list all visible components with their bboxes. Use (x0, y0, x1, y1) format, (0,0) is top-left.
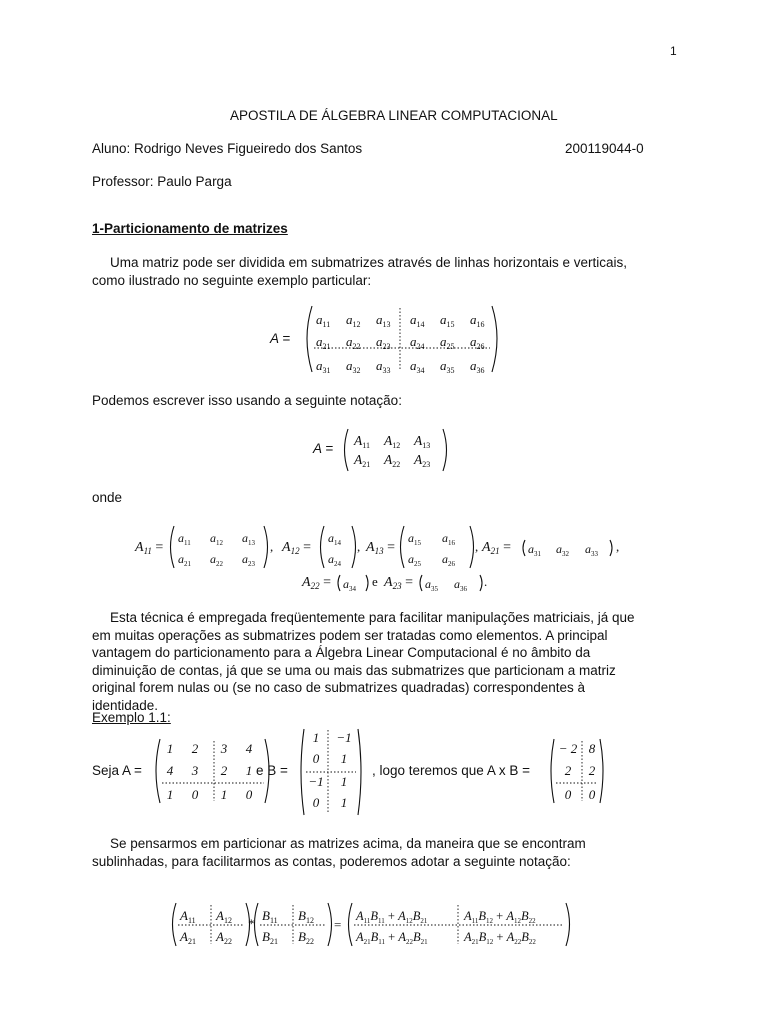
svg-text:A13 =: $A_{13}$ = (366, 540, 395, 556)
matrix-a-entry: $a_{22}$ (346, 334, 361, 351)
svg-text:B21: $B_{21}$ (262, 929, 278, 946)
svg-text:A21: $A_{21}$ (180, 929, 196, 946)
svg-text:a15: $a_{15}$ (408, 531, 421, 547)
block-matrix (340, 426, 452, 474)
svg-text:a21: $a_{21}$ (178, 552, 191, 568)
svg-text:A13: $A_{13}$ (414, 433, 431, 450)
final-paragraph: Se pensarmos em particionar as matrizes acima, da maneira que se encontram sublinhadas, para facilitarmos as contas, poderemos adotar a seguinte notação: (92, 836, 586, 869)
svg-text:A12 =: $A_{12}$ = (282, 540, 311, 556)
example-b-entry: −1 (308, 774, 324, 789)
svg-text:A22 =: $A_{22}$ = (302, 575, 331, 591)
svg-text:A21B12 + A22B22: $A_{21}B_{12} + A_{22}B_{22}$ (464, 930, 536, 946)
example-a-entry: 0 (245, 787, 253, 802)
svg-text:B12: $B_{12}$ (298, 908, 314, 925)
svg-text:A12: $A_{12}$ (384, 433, 401, 450)
svg-text:a22: $a_{22}$ (210, 552, 223, 568)
student-id: 200119044-0 (565, 141, 644, 156)
example-a-entry: 1 (166, 787, 174, 802)
svg-text:,: , (616, 539, 620, 554)
matrix-a-entry: $a_{32}$ (346, 358, 361, 375)
onde-text: onde (92, 490, 123, 505)
matrix-a-entry: $a_{15}$ (440, 312, 455, 329)
example-b-entry: 0 (312, 751, 320, 766)
example-matrix-b (298, 726, 366, 818)
svg-text:A23 =: $A_{23}$ = (384, 575, 413, 591)
svg-text:a36: $a_{36}$ (454, 577, 467, 593)
svg-text:a12: $a_{12}$ (210, 531, 223, 547)
matrix-a-entry: $a_{23}$ (376, 334, 391, 351)
svg-text:a24: $a_{24}$ (328, 552, 341, 568)
svg-text:a16: $a_{16}$ (442, 531, 455, 547)
svg-text:a33: $a_{33}$ (585, 542, 598, 558)
svg-text:A23: $A_{23}$ (414, 452, 431, 469)
example-ab-entry: 2 (564, 763, 572, 778)
example-seja-label: Seja A = (92, 763, 142, 778)
example-matrix-ab (548, 736, 608, 806)
matrix-a-entry: $a_{21}$ (316, 334, 331, 351)
example-b-entry: 1 (340, 774, 348, 789)
matrix-a-entry: $a_{35}$ (440, 358, 455, 375)
example-a-entry: 4 (245, 741, 253, 756)
matrix-a-entry: $a_{36}$ (470, 358, 485, 375)
svg-text:e: e (372, 574, 378, 589)
example-a-entry: 2 (191, 741, 199, 756)
matrix-a-entry: $a_{16}$ (470, 312, 485, 329)
technique-paragraph: Esta técnica é empregada freqüentemente para facilitar manipulações matriciais, já que em muitas operações as submatrizes podem ser tratadas como elementos. A principal vantagem do particionamento para a Álgebra Linear Computacional é no âmbito da diminuição de contas, já que se uma ou mais das submatrizes que particionam a matriz original forem nulas ou (se no caso de submatrizes quadradas) correspondentes à identidade. (92, 610, 635, 713)
svg-text:a26: $a_{26}$ (442, 552, 455, 568)
block-matrix-label: A = (313, 441, 334, 456)
svg-text:A11B12 + A12B22: $A_{11}B_{12} + A_{12}B_{22}$ (464, 909, 536, 925)
section-title: 1-Particionamento de matrizes (92, 221, 288, 236)
example-a-entry: 0 (191, 787, 199, 802)
matrix-a-entry: $a_{25}$ (440, 334, 455, 351)
svg-text:,: , (270, 539, 274, 554)
svg-text:a25: $a_{25}$ (408, 552, 421, 568)
example-a-entry: 1 (166, 741, 174, 756)
example-a-entry: 1 (220, 787, 228, 802)
example-a-entry: 3 (191, 763, 199, 778)
svg-text:a14: $a_{14}$ (328, 531, 341, 547)
svg-text:.: . (484, 574, 488, 589)
svg-text:a31: $a_{31}$ (528, 542, 541, 558)
example-a-entry: 1 (245, 763, 253, 778)
page-number: 1 (670, 44, 677, 58)
example-b-entry: 1 (340, 751, 348, 766)
matrix-a-entry: $a_{14}$ (410, 312, 425, 329)
example-title: Exemplo 1.1: (92, 710, 171, 725)
example-ab-entry: 2 (588, 763, 596, 778)
example-ab-entry: 8 (588, 741, 596, 756)
example-a-entry: 4 (166, 763, 174, 778)
svg-text:a11: $a_{11}$ (178, 531, 191, 547)
svg-text:A22: $A_{22}$ (384, 452, 401, 469)
matrix-a-label: A = (270, 331, 291, 346)
example-ab-entry: 0 (588, 787, 596, 802)
svg-text:A11: $A_{11}$ (354, 433, 370, 450)
svg-text:A21 =: $A_{21}$ = (482, 540, 511, 556)
submatrix-definitions (130, 520, 650, 600)
matrix-a-entry: $a_{31}$ (316, 358, 331, 375)
svg-text:A11B11 + A12B21: $A_{11}B_{11} + A_{12}B_{21}$ (356, 909, 428, 925)
matrix-a-partitioned (300, 302, 510, 376)
matrix-a-entry: $a_{12}$ (346, 312, 361, 329)
example-a-entry: 2 (220, 763, 228, 778)
svg-text:A12: $A_{12}$ (216, 908, 232, 925)
svg-text:,: , (475, 539, 479, 554)
example-b-entry: 1 (312, 730, 320, 745)
matrix-a-entry: $a_{33}$ (376, 358, 391, 375)
svg-text:A22: $A_{22}$ (216, 929, 232, 946)
example-a-entry: 3 (220, 741, 228, 756)
example-b-entry: 0 (312, 795, 320, 810)
example-logo-text: , logo teremos que A x B = (372, 763, 530, 778)
student-name: Aluno: Rodrigo Neves Figueiredo dos Santos (92, 141, 363, 156)
example-b-entry: −1 (336, 730, 352, 745)
example-e-label: e B = (256, 763, 288, 778)
block-multiplication (168, 900, 578, 950)
svg-text:A11 =: $A_{11}$ = (135, 540, 164, 556)
example-ab-entry: 0 (564, 787, 572, 802)
svg-text:,: , (357, 539, 361, 554)
matrix-a-entry: $a_{13}$ (376, 312, 391, 329)
example-b-entry: 1 (340, 795, 348, 810)
svg-text:a13: $a_{13}$ (242, 531, 255, 547)
matrix-a-entry: $a_{26}$ (470, 334, 485, 351)
matrix-a-entry: $a_{24}$ (410, 334, 425, 351)
example-ab-entry: − 2 (558, 741, 578, 756)
svg-text:*: * (248, 916, 255, 931)
svg-text:A21B11 + A22B21: $A_{21}B_{11} + A_{22}B_{21}$ (356, 930, 428, 946)
svg-text:=: = (334, 917, 342, 932)
notation-text: Podemos escrever isso usando a seguinte notação: (92, 393, 402, 408)
svg-text:a32: $a_{32}$ (556, 542, 569, 558)
professor-name: Professor: Paulo Parga (92, 174, 232, 189)
document-title: APOSTILA DE ÁLGEBRA LINEAR COMPUTACIONAL (230, 108, 558, 123)
matrix-a-entry: $a_{34}$ (410, 358, 425, 375)
matrix-a-entry: $a_{11}$ (316, 312, 331, 329)
svg-text:A21: $A_{21}$ (354, 452, 371, 469)
svg-text:a34: $a_{34}$ (343, 577, 356, 593)
svg-text:a23: $a_{23}$ (242, 552, 255, 568)
intro-paragraph: Uma matriz pode ser dividida em submatrizes através de linhas horizontais e verticais, como ilustrado no seguinte exemplo particular: (92, 255, 627, 288)
svg-text:B22: $B_{22}$ (298, 929, 314, 946)
svg-text:a35: $a_{35}$ (425, 577, 438, 593)
svg-text:A11: $A_{11}$ (180, 908, 196, 925)
svg-text:B11: $B_{11}$ (262, 908, 278, 925)
